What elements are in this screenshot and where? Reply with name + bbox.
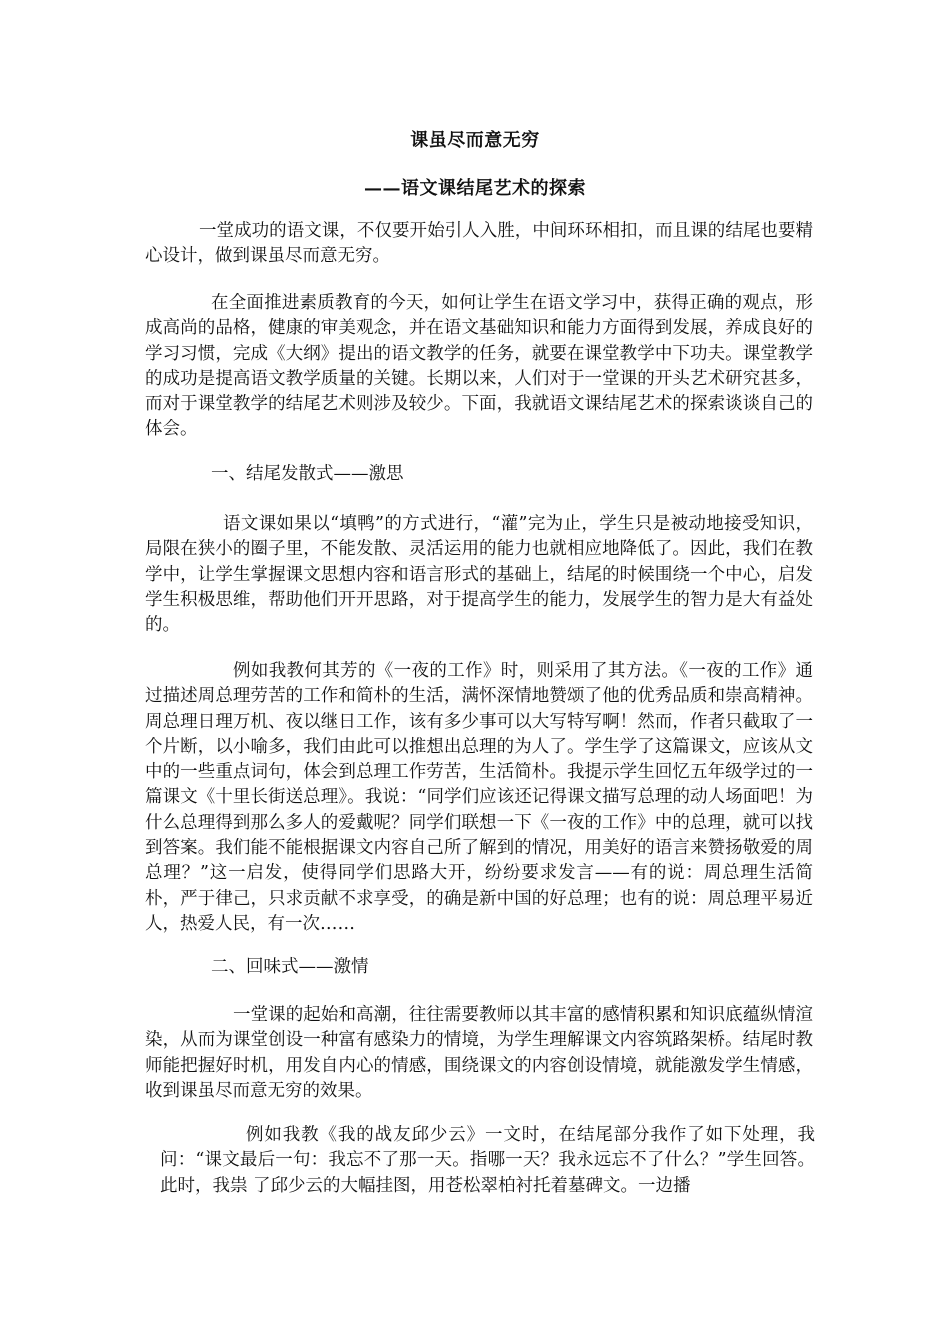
body-paragraph: 一堂课的起始和高潮，往往需要教师以其丰富的感情积累和知识底蕴纵情渲染，从而为课堂创设一种富有感染力的情境，为学生理解课文内容筑路架桥。结尾时教师能把握好时机，用发自内心的情感，围绕课文的内容创设情境，就能激发学生情感，收到课虽尽而意无穷的效果。 xyxy=(145,1005,813,1101)
body-paragraph: 例如我教何其芳的《一夜的工作》时，则采用了其方法。《一夜的工作》通过描述周总理劳苦的工作和简朴的生活，满怀深情地赞颂了他的优秀品质和崇高精神。周总理日理万机、夜以继日工作，该有多少事可以大写特写啊！然而，作者只截取了一个片断，以小喻多，我们由此可以推想出总理的为人了。学生学了这篇课文，应该从文中的一些重点词句，体会到总理工作劳苦，生活简朴。我提示学生回忆五年级学过的一篇课文《十里长街送总理》。我说：“同学们应该还记得课文描写总理的动人场面吧！为什么总理得到那么多人的爱戴呢？同学们联想一下《一夜的工作》中的总理，就可以找到答案。我们能不能根据课文内容自己所了解到的情况，用美好的语言来赞扬敬爱的周总理？”这一启发，使得同学们思路大开，纷纷要求发言——有的说：周总理生活简朴，严于律己，只求贡献不求享受，的确是新中国的好总理；也有的说：周总理平易近人，热爱人民，有一次…… xyxy=(145,661,813,934)
document-title: 课虽尽而意无穷 xyxy=(410,130,540,151)
body-paragraph: 语文课如果以“填鸭”的方式进行，“灌”完为止，学生只是被动地接受知识，局限在狭小的圈子里，不能发散、灵活运用的能力也就相应地降低了。因此，我们在教学中，让学生掌握课文思想内容和语言形式的基础上，结尾的时候围绕一个中心，启发学生积极思维，帮助他们开开思路，对于提高学生的能力，发展学生的智力是大有益处的。 xyxy=(145,514,813,636)
document-subtitle: ——语文课结尾艺术的探索 xyxy=(364,178,586,199)
section-heading: 一、结尾发散式——激思 xyxy=(211,464,404,484)
body-paragraph: 在全面推进素质教育的今天，如何让学生在语文学习中，获得正确的观点，形成高尚的品格，健康的审美观念，并在语文基础知识和能力方面得到发展，养成良好的学习习惯，完成《大纲》提出的语文教学的任务，就要在课堂教学中下功夫。课堂教学的成功是提高语文教学质量的关键。长期以来，人们对于一堂课的开头艺术研究甚多，而对于课堂教学的结尾艺术则涉及较少。下面，我就语文课结尾艺术的探索谈谈自己的体会。 xyxy=(145,293,813,440)
intro-paragraph: 一堂成功的语文课，不仅要开始引人入胜，中间环环相扣，而且课的结尾也要精心设计，做到课虽尽而意无穷。 xyxy=(145,221,813,267)
body-paragraph: 例如我教《我的战友邱少云》一文时，在结尾部分我作了如下处理，我问：“课文最后一句：我忘不了那一天。指哪一天？我永远忘不了什么？”学生回答。此时，我祟 了邱少云的大幅挂图，用苍松翠柏衬托着墓碑文。一边播 xyxy=(160,1125,815,1196)
section-heading: 二、回味式——激情 xyxy=(211,957,369,977)
